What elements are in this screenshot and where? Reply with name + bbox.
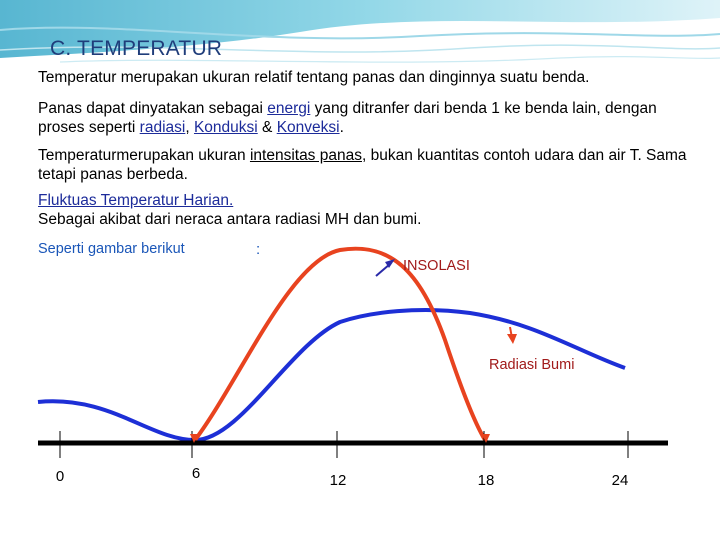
insolasi-arrow bbox=[376, 259, 395, 276]
seperti-colon: : bbox=[256, 241, 261, 258]
p3-text-end: , bukan kuantitas contoh udara dan air T. Sama tetapi panas berbeda. bbox=[38, 147, 687, 183]
insolasi-label: INSOLASI bbox=[403, 258, 470, 274]
link-konduksi[interactable]: Konduksi bbox=[193, 119, 258, 136]
p2-end: . bbox=[339, 119, 344, 136]
insolasi-curve bbox=[195, 249, 487, 443]
paragraph-definition: Temperatur merupakan ukuran relatif tentang panas dan dinginnya suatu benda. bbox=[38, 69, 590, 86]
radiasi-bumi-curve bbox=[38, 310, 625, 440]
link-intensitas-panas[interactable]: intensitas panas bbox=[249, 147, 362, 164]
tick-label-18: 18 bbox=[463, 470, 509, 492]
link-konveksi[interactable]: Konveksi bbox=[276, 119, 340, 136]
link-fluktuasi[interactable]: Fluktuas Temperatur Harian. bbox=[38, 192, 234, 209]
p4-text: Sebagai akibat dari neraca antara radiasi MH dan bumi. bbox=[38, 211, 422, 228]
p2-comma: , bbox=[185, 119, 194, 136]
seperti-gambar-label: Seperti gambar berikut bbox=[38, 241, 185, 257]
slide-title: C. TEMPERATUR bbox=[50, 37, 223, 60]
p2-ampersand: & bbox=[257, 119, 277, 136]
p2-text-middle: yang ditranfer dari benda 1 ke benda lain, dengan proses seperti bbox=[38, 100, 657, 136]
p2-text-start: Panas dapat dinyatakan sebagai bbox=[38, 100, 268, 117]
tick-label-6: 6 bbox=[173, 463, 219, 485]
tick-label-24: 24 bbox=[597, 470, 643, 492]
link-radiasi[interactable]: radiasi bbox=[139, 119, 186, 136]
p3-text-start: Temperaturmerupakan ukuran bbox=[38, 147, 250, 164]
link-energi[interactable]: energi bbox=[267, 100, 311, 117]
radiasi-bumi-label: Radiasi Bumi bbox=[489, 357, 575, 373]
tick-label-12: 12 bbox=[315, 470, 361, 492]
radiasi-arrow bbox=[507, 327, 517, 344]
tick-label-0: 0 bbox=[37, 466, 83, 488]
